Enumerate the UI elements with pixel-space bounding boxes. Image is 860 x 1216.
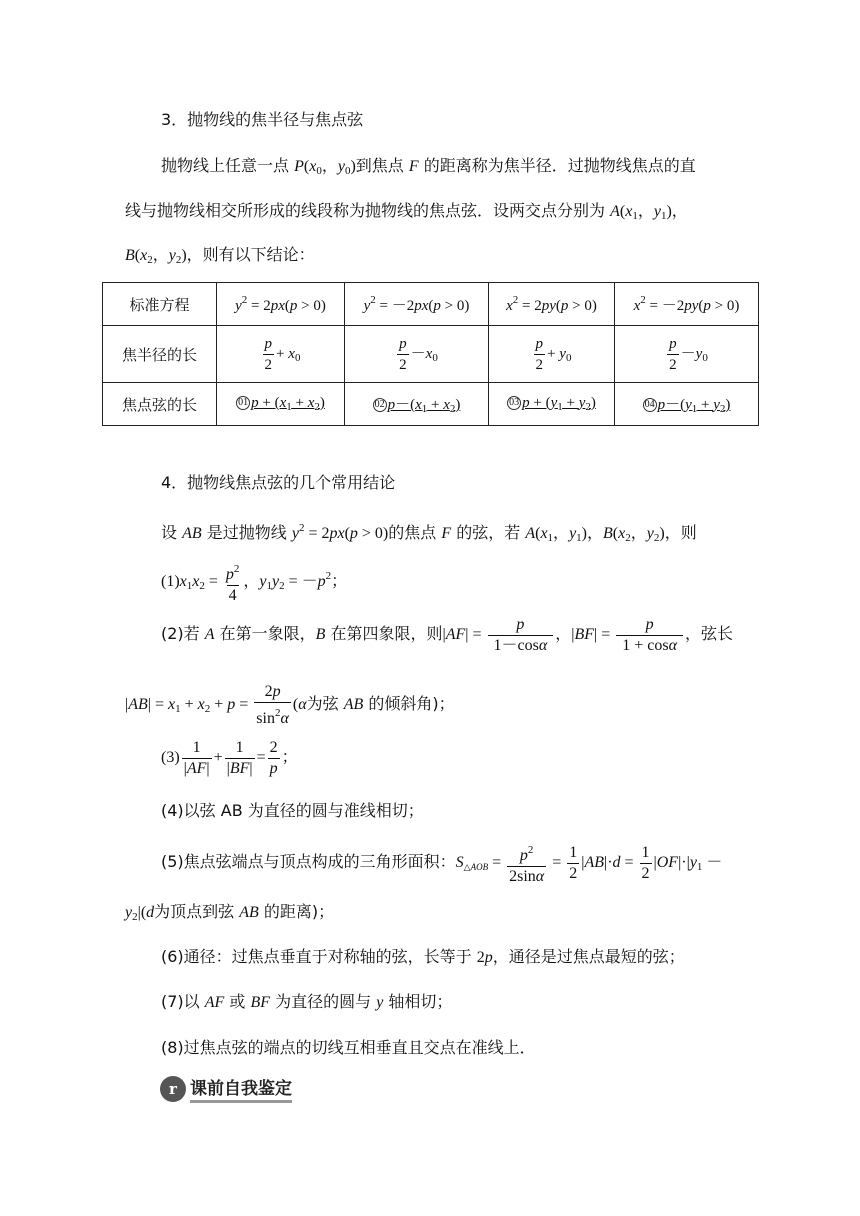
text-run: (7)以 <box>161 992 205 1011</box>
badge-label: 课前自我鉴定 <box>190 1074 292 1103</box>
text-run: 抛物线上任意一点 <box>161 156 295 175</box>
focal-chord-cell: 02 $p-(x_1 + x_2)$ <box>345 383 489 426</box>
text-run: 到焦点 <box>355 156 409 175</box>
conclusion-5: (5)焦点弦端点与顶点构成的三角形面积：$S_{\triangle AOB}$ = $\frac{p^2}{2\sin\alpha}$ = $\frac{1}{2}$ |AB|·d = $\frac{1}{2}$ $|OF|\cdot|y_1$ － <box>161 844 723 885</box>
circled-number: 04 <box>644 399 655 410</box>
section-3-heading: 3．抛物线的焦半径与焦点弦 <box>161 110 364 129</box>
parabola-table <box>102 282 759 426</box>
text-run: 为顶点到弦 <box>154 902 240 921</box>
paragraph-line-2: 线与抛物线相交所形成的线段称为抛物线的焦点弦．设两交点分别为 $A(x_1$，$y_1$)， <box>125 201 688 222</box>
text-run: 为弦 <box>306 694 344 714</box>
conclusion-1: $(1)x_1x_2$ = $\frac{p^2}{4}$ ，$y_1y_2 = -p^2$； <box>161 562 348 604</box>
text-run: 轴相切； <box>383 992 453 1011</box>
focal-radius-cell: $\frac{p}{2}$ + $x_0$ <box>217 326 345 383</box>
text-run: 在第四象限，则 <box>325 624 443 643</box>
paragraph-line-3: $B(x_2$，$y_2$)，则有以下结论： <box>125 245 315 266</box>
focal-radius-cell: $\frac{p}{2}$ + $y_0$ <box>489 326 615 383</box>
conclusion-6: (6)通径：过焦点垂直于对称轴的弦，长等于 2p，通径是过焦点最短的弦； <box>161 947 685 966</box>
paragraph-line-1: 抛物线上任意一点 $P(x_0$，$y_0$)到焦点 F 的距离称为焦半径．过抛物线焦点的直 <box>161 156 696 177</box>
text-run: 线与抛物线相交所形成的线段称为抛物线的焦点弦．设两交点分别为 <box>125 201 611 220</box>
conclusion-3: (3) $\frac{1}{|AF|}$ + $\frac{1}{|BF|}$ = $\frac{2}{p}$ ； <box>161 739 298 777</box>
equation-cell: $x^2 = -2py(p > 0)$ <box>615 283 759 326</box>
row-label-standard-equation: 标准方程 <box>103 283 217 326</box>
conclusion-8: (8)过焦点弦的端点的切线互相垂直且交点在准线上． <box>161 1038 536 1057</box>
text-run: 在第一象限， <box>214 624 316 643</box>
row-label-focal-radius: 焦半径的长 <box>103 326 217 383</box>
section-4-heading: 4．抛物线焦点弦的几个常用结论 <box>161 473 396 492</box>
conclusion-7: (7)以 AF 或 BF 为直径的圆与 y 轴相切； <box>161 992 453 1011</box>
conclusion-4: (4)以弦 AB 为直径的圆与准线相切； <box>161 801 424 820</box>
text-run: ，通径是过焦点最短的弦； <box>492 947 685 966</box>
text-run: 的倾斜角)； <box>363 694 455 714</box>
focal-chord-cell: 01 $p + (x_1 + x_2)$ <box>217 383 345 426</box>
table-row <box>103 283 759 326</box>
circled-number: 02 <box>374 399 385 410</box>
focal-radius-cell: $\frac{p}{2}$ $-y_0$ <box>615 326 759 383</box>
text-run: 或 <box>224 992 251 1011</box>
row-label-focal-chord: 焦点弦的长 <box>103 383 217 426</box>
section-badge <box>160 1074 292 1103</box>
focal-radius-cell: $\frac{p}{2}$ $-x_0$ <box>345 326 489 383</box>
equation-cell: $x^2 = 2py(p > 0)$ <box>489 283 615 326</box>
text-run: 的弦，若 <box>451 523 526 542</box>
conclusion-2: (2)若 A 在第一象限，B 在第四象限，则|AF| = $\frac{p}{1-\cos\alpha}$ ，|BF| = $\frac{p}{1 + \cos\alpha}$ ，弦长 <box>161 615 734 654</box>
conclusion-2-continued: $|AB| = x_1 + x_2 + p$ = $\frac{2p}{\sin^2\alpha}$ (α为弦 AB 的倾斜角)； <box>125 683 455 727</box>
text-run: 的距离称为焦半径．过抛物线焦点的直 <box>418 156 696 175</box>
circled-number: 03 <box>509 397 520 408</box>
equation-cell: $y^2 = 2px(p > 0)$ <box>217 283 345 326</box>
text-run: 的距离)； <box>258 902 335 921</box>
text-run: (5)焦点弦端点与顶点构成的三角形面积： <box>161 852 456 872</box>
text-run: ，则有以下结论： <box>186 245 315 264</box>
text-run: 设 <box>161 523 183 542</box>
focal-chord-cell: 04 $p-(y_1 + y_2)$ <box>615 383 759 426</box>
focal-chord-cell: 03 $p + (y_1 + y_2)$ <box>489 383 615 426</box>
conclusion-5-continued: $y_2|(d$为顶点到弦 AB 的距离)； <box>125 902 335 923</box>
equation-cell: $y^2 = -2px(p > 0)$ <box>345 283 489 326</box>
table-row <box>103 383 759 426</box>
text-run: 为直径的圆与 <box>270 992 377 1011</box>
stylized-r-icon: r <box>160 1076 186 1102</box>
table-row <box>103 326 759 383</box>
text-run: 的焦点 <box>388 523 442 542</box>
text-run: ，则 <box>664 523 697 542</box>
text-run: ，弦长 <box>685 624 734 643</box>
section-4-intro: 设 AB 是过抛物线 $y^2 = 2px(p > 0)$的焦点 F 的弦，若 $A(x_1$，$y_1$)，$B(x_2$，$y_2$)，则 <box>161 522 697 544</box>
circled-number: 01 <box>238 397 249 408</box>
text-run: 是过抛物线 <box>201 523 292 542</box>
text-run: (6)通径：过焦点垂直于对称轴的弦，长等于 <box>161 947 477 966</box>
text-run: (2)若 <box>161 624 205 643</box>
